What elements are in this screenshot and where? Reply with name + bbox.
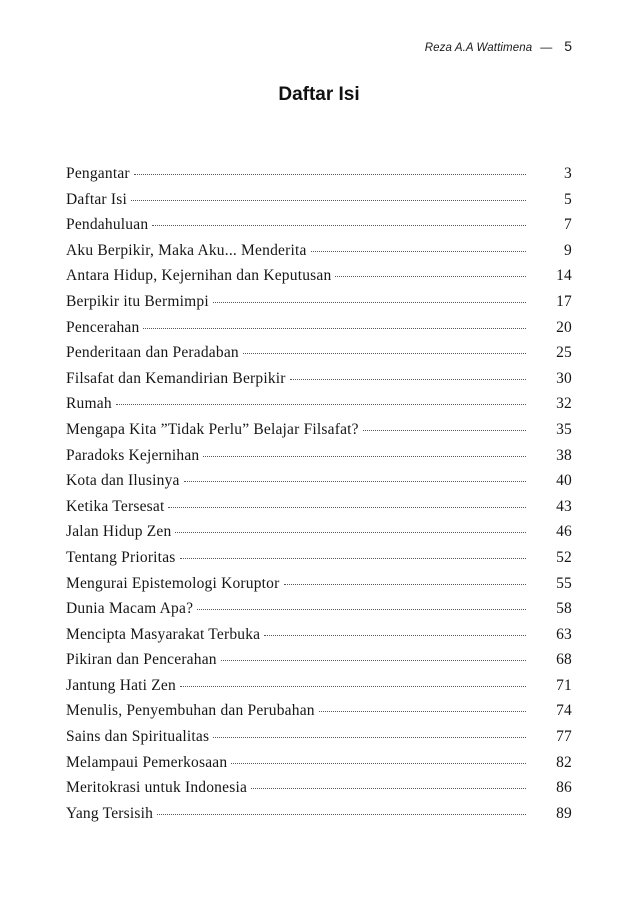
- toc-entry[interactable]: [66, 498, 572, 524]
- toc-entry-page: 40: [556, 472, 572, 490]
- toc-entry-title: Mengurai Epistemologi Koruptor: [66, 574, 280, 592]
- toc-entry-title: Rumah: [66, 395, 112, 413]
- toc-entry-page: 20: [556, 318, 572, 336]
- dot-leader: [152, 225, 526, 226]
- dot-leader: [363, 430, 526, 431]
- toc-entry-page: 7: [564, 216, 572, 234]
- header-page-number: 5: [564, 38, 572, 54]
- toc-entry-title: Ketika Tersesat: [66, 497, 165, 515]
- toc-entry-page: 43: [556, 497, 572, 515]
- dot-leader: [311, 251, 526, 252]
- toc-entry-page: 82: [556, 753, 572, 771]
- toc-entry-page: 5: [564, 190, 572, 208]
- running-header: [425, 38, 572, 54]
- toc-entry-page: 68: [556, 651, 572, 669]
- toc-entry[interactable]: [66, 549, 572, 575]
- toc-entry-page: 46: [556, 523, 572, 541]
- dot-leader: [116, 404, 526, 405]
- dot-leader: [168, 507, 526, 508]
- toc-entry[interactable]: [66, 165, 572, 191]
- dot-leader: [221, 660, 526, 661]
- toc-entry-title: Jalan Hidup Zen: [66, 523, 172, 541]
- dot-leader: [131, 200, 526, 201]
- toc-entry-title: Kota dan Ilusinya: [66, 472, 180, 490]
- dot-leader: [157, 814, 526, 815]
- toc-entry-page: 17: [556, 292, 572, 310]
- toc-entry-title: Jantung Hati Zen: [66, 676, 176, 694]
- dot-leader: [197, 609, 526, 610]
- dot-leader: [231, 763, 526, 764]
- toc-entry-title: Filsafat dan Kemandirian Berpikir: [66, 369, 286, 387]
- toc-entry-title: Pendahuluan: [66, 216, 149, 234]
- toc-entry-title: Yang Tersisih: [66, 804, 154, 822]
- dot-leader: [335, 276, 526, 277]
- dot-leader: [284, 584, 527, 585]
- toc-entry-title: Pikiran dan Pencerahan: [66, 651, 217, 669]
- toc-entry[interactable]: [66, 267, 572, 293]
- toc-entry-page: 58: [556, 600, 572, 618]
- toc-entry[interactable]: [66, 600, 572, 626]
- toc-entry[interactable]: [66, 805, 572, 831]
- toc-entry[interactable]: [66, 421, 572, 447]
- toc-entry-title: Antara Hidup, Kejernihan dan Keputusan: [66, 267, 332, 285]
- toc-entry[interactable]: [66, 216, 572, 242]
- toc-entry[interactable]: [66, 447, 572, 473]
- toc-entry[interactable]: [66, 370, 572, 396]
- toc-entry-title: Tentang Prioritas: [66, 548, 176, 566]
- dot-leader: [243, 353, 526, 354]
- toc-entry[interactable]: [66, 319, 572, 345]
- dot-leader: [175, 532, 526, 533]
- toc-entry-page: 3: [564, 165, 572, 182]
- dot-leader: [143, 328, 526, 329]
- toc-entry[interactable]: [66, 395, 572, 421]
- toc-entry-page: 14: [556, 267, 572, 285]
- toc-entry-page: 63: [556, 625, 572, 643]
- toc-entry-title: Mencipta Masyarakat Terbuka: [66, 625, 261, 643]
- toc-entry[interactable]: [66, 472, 572, 498]
- toc-entry-page: 74: [556, 702, 572, 720]
- toc-entry-title: Pengantar: [66, 165, 130, 182]
- toc-entry-title: Berpikir itu Bermimpi: [66, 292, 209, 310]
- dot-leader: [134, 174, 526, 175]
- toc-entry-page: 32: [556, 395, 572, 413]
- dot-leader: [184, 481, 526, 482]
- toc-entry[interactable]: [66, 191, 572, 217]
- toc-entry[interactable]: [66, 626, 572, 652]
- toc-entry[interactable]: [66, 651, 572, 677]
- toc-entry[interactable]: [66, 575, 572, 601]
- toc-entry-title: Sains dan Spiritualitas: [66, 728, 210, 746]
- page-title: Daftar Isi: [278, 84, 360, 105]
- toc-entry-page: 89: [556, 804, 572, 822]
- toc-entry-page: 38: [556, 446, 572, 464]
- toc-entry-title: Daftar Isi: [66, 190, 127, 208]
- toc-entry-title: Melampaui Pemerkosaan: [66, 753, 228, 771]
- toc-entry-title: Meritokrasi untuk Indonesia: [66, 779, 248, 797]
- toc-entry-title: Dunia Macam Apa?: [66, 600, 194, 618]
- toc-entry-page: 55: [556, 574, 572, 592]
- toc-entry[interactable]: [66, 702, 572, 728]
- toc-entry-title: Pencerahan: [66, 318, 140, 336]
- dot-leader: [251, 788, 526, 789]
- header-author: Reza A.A Wattimena: [424, 42, 533, 54]
- toc-entry-title: Menulis, Penyembuhan dan Perubahan: [66, 702, 315, 720]
- toc-entry[interactable]: [66, 523, 572, 549]
- toc-entry-title: Penderitaan dan Peradaban: [66, 344, 239, 362]
- header-separator: —: [540, 40, 553, 54]
- dot-leader: [180, 558, 526, 559]
- dot-leader: [213, 737, 526, 738]
- toc-entry[interactable]: [66, 344, 572, 370]
- toc-entry[interactable]: [66, 779, 572, 805]
- dot-leader: [213, 302, 526, 303]
- toc-entry-page: 25: [556, 344, 572, 362]
- dot-leader: [290, 379, 526, 380]
- toc-entry-page: 77: [556, 728, 572, 746]
- dot-leader: [180, 686, 526, 687]
- toc-entry[interactable]: [66, 293, 572, 319]
- toc-entry-page: 35: [556, 420, 572, 438]
- toc-entry-page: 30: [556, 369, 572, 387]
- dot-leader: [264, 635, 526, 636]
- toc-entry-title: Paradoks Kejernihan: [66, 446, 200, 464]
- dot-leader: [319, 711, 526, 712]
- table-of-contents: [66, 165, 572, 830]
- toc-entry-page: 9: [564, 241, 572, 259]
- toc-entry[interactable]: [66, 677, 572, 703]
- toc-entry-page: 86: [556, 779, 572, 797]
- dot-leader: [203, 456, 526, 457]
- toc-entry-title: Mengapa Kita ”Tidak Perlu” Belajar Filsafat?: [66, 420, 359, 438]
- toc-entry[interactable]: [66, 754, 572, 780]
- toc-entry-page: 52: [556, 548, 572, 566]
- toc-entry[interactable]: [66, 242, 572, 268]
- toc-entry-title: Aku Berpikir, Maka Aku... Menderita: [66, 241, 307, 259]
- toc-entry[interactable]: [66, 728, 572, 754]
- toc-entry-page: 71: [556, 676, 572, 694]
